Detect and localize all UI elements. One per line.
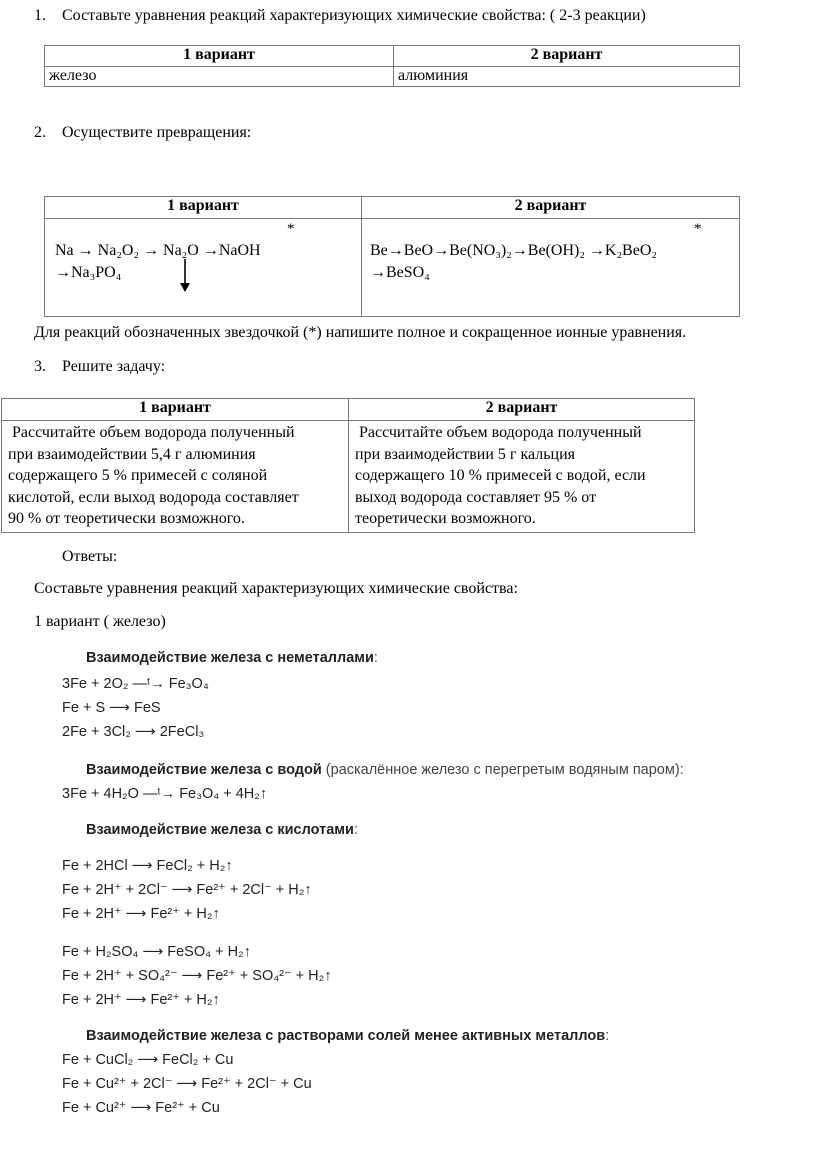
equation: Fe + H₂SO₄ ⟶ FeSO₄ + H₂↑: [62, 944, 251, 960]
answers-variant: 1 вариант ( железо): [34, 613, 166, 630]
task2-col1-header: 1 вариант: [45, 197, 362, 219]
chain2-line2: →BeSO₄: [370, 264, 430, 281]
task3-cell1: [2, 421, 349, 533]
task2-text: Осуществите превращения:: [62, 124, 252, 141]
task1-text: Составьте уравнения реакций характеризующих химические свойства: ( 2-3 реакции): [62, 7, 646, 24]
task1-col2-header: 2 вариант: [394, 46, 740, 67]
task2-number: 2.: [34, 124, 46, 141]
heading-colon: :: [373, 650, 378, 666]
equation: Fe + 2HCl ⟶ FeCl₂ + H₂↑: [62, 858, 233, 874]
down-arrow-icon: [179, 257, 191, 293]
heading-colon: :: [353, 822, 358, 838]
heading-note: (раскалённое железо с перегретым водяным паром):: [321, 762, 684, 778]
equation: Fe + S ⟶ FeS: [62, 700, 161, 716]
task3-cell2: [349, 421, 695, 533]
task1-cell2: алюминия: [394, 67, 740, 87]
task1-number: 1.: [34, 7, 46, 24]
star-mark-2: *: [694, 221, 702, 237]
task3-text: Решите задачу:: [62, 358, 166, 375]
task3-cell2-line: содержащего 10 % примесей с водой, если: [355, 467, 646, 484]
chain2-line1: Be→BeO→Be(NO₃)₂→Be(OH)₂ →K₂BeO₂: [370, 242, 657, 259]
task3-cell1-line: при взаимодействии 5,4 г алюминия: [8, 445, 256, 463]
task2-col2-header: 2 вариант: [362, 197, 740, 219]
task3-number: 3.: [34, 358, 46, 375]
task3-cell1-line: кислотой, если выход водорода составляет: [8, 488, 299, 506]
task3-cell2-line: при взаимодействии 5 г кальция: [355, 445, 576, 463]
task3-cell1-line: 90 % от теоретически возможного.: [8, 510, 245, 527]
answers-subtitle: Составьте уравнения реакций характеризующих химические свойства:: [34, 580, 518, 597]
task2-cell1: [45, 219, 362, 317]
equation: 2Fe + 3Cl₂ ⟶ 2FeCl₃: [62, 724, 205, 740]
equation: Fe + 2H⁺ + SO₄²⁻ ⟶ Fe²⁺ + SO₄²⁻ + H₂↑: [62, 968, 332, 984]
task3-table: [1, 398, 695, 533]
task3-col1-header: 1 вариант: [2, 399, 349, 421]
chain1-line1: Na → Na₂O₂ → Na₂O →NaOH: [55, 242, 261, 259]
task2-table: [44, 196, 740, 317]
task3-col2-header: 2 вариант: [349, 399, 695, 421]
answers-title: Ответы:: [62, 548, 118, 565]
task2-note: Для реакций обозначенных звездочкой (*) напишите полное и сокращенное ионные уравнения.: [34, 324, 687, 341]
equation: Fe + Cu²⁺ ⟶ Fe²⁺ + Cu: [62, 1100, 220, 1116]
task3-cell1-line: содержащего 5 % примесей с соляной: [8, 467, 268, 484]
section-heading: Взаимодействие железа с кислотами: [86, 822, 354, 838]
section-heading: Взаимодействие железа с неметаллами: [86, 650, 374, 666]
task3-cell2-line: Рассчитайте объем водорода полученный: [355, 424, 642, 441]
section-heading: Взаимодействие железа с водой: [86, 762, 322, 778]
equation: 3Fe + 4H₂O —ᵗ→ Fe₃O₄ + 4H₂↑: [62, 786, 268, 802]
chain1-line2: →Na₃PO₄: [55, 264, 122, 281]
task1-col1-header: 1 вариант: [45, 46, 394, 67]
section-heading: Взаимодействие железа с растворами солей менее активных металлов: [86, 1028, 606, 1044]
task3-cell2-line: выход водорода составляет 95 % от: [355, 488, 597, 506]
equation: Fe + 2H⁺ + 2Cl⁻ ⟶ Fe²⁺ + 2Cl⁻ + H₂↑: [62, 882, 312, 898]
task3-cell2-line: теоретически возможного.: [355, 510, 536, 527]
task2-cell2: [362, 219, 740, 317]
equation: Fe + 2H⁺ ⟶ Fe²⁺ + H₂↑: [62, 906, 220, 922]
equation: Fe + CuCl₂ ⟶ FeCl₂ + Cu: [62, 1052, 234, 1068]
equation: Fe + Cu²⁺ + 2Cl⁻ ⟶ Fe²⁺ + 2Cl⁻ + Cu: [62, 1076, 312, 1092]
star-mark-1: *: [287, 221, 295, 237]
heading-colon: :: [605, 1028, 610, 1044]
equation: Fe + 2H⁺ ⟶ Fe²⁺ + H₂↑: [62, 992, 220, 1008]
task3-cell1-line: Рассчитайте объем водорода полученный: [8, 424, 295, 441]
equation: 3Fe + 2O₂ —ᵗ→ Fe₃O₄: [62, 676, 209, 692]
task1-cell1: железо: [45, 67, 394, 87]
task1-table: [44, 45, 740, 87]
